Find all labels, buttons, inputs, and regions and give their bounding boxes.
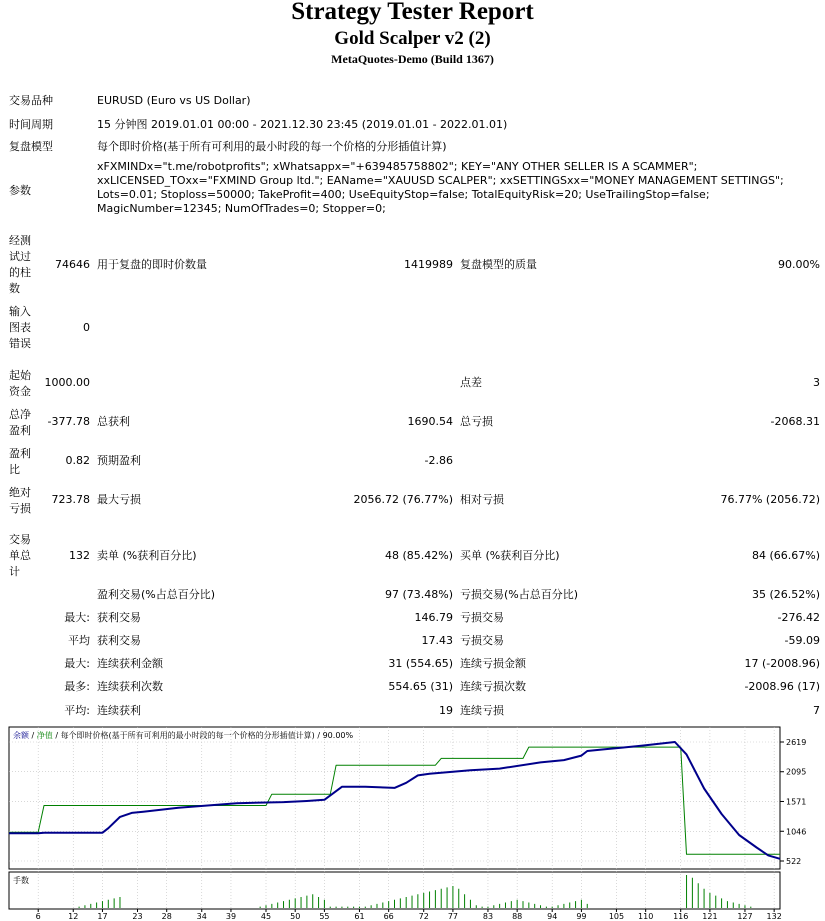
params-label: 参数 (9, 184, 31, 197)
deposit-value: 1000.00 (44, 376, 90, 389)
consecutive-wins-count-value: 554.65 (31) (388, 680, 453, 693)
gross-profit-value: 1690.54 (407, 415, 453, 428)
x-tick-label: 45 (260, 912, 272, 921)
spread-value: 3 (813, 376, 820, 389)
legend-separator: / (29, 731, 37, 740)
largest-profit-value: 146.79 (414, 611, 453, 624)
average-consecutive-losses-value: 7 (813, 704, 820, 717)
gross-loss-value: -2068.31 (770, 415, 820, 428)
params-value: xFXMINDx="t.me/robotprofits"; xWhatsappx="+639485758802"; KEY="ANY OTHER SELLER IS A SCAMMER"; xxLICENSED_TOxx="FXMIND Group ltd."; EAName="XAUUSD SCALPER"; xxSETTINGSxx="MONEY MANAGEMENT SETTINGS"; Lots=0.01; Stoploss=50000; TakeProfit=400; UseEquityStop=false; TotalEquityRisk=20; UseTrailingStop=false; MagicNumber=12345; NumOfTrades=0; Stopper=0; (97, 160, 784, 215)
profit-factor-value: 0.82 (65, 454, 90, 467)
legend-separator: / (52, 731, 61, 740)
average-loss-value: -59.09 (784, 634, 820, 647)
x-tick-label: 28 (161, 912, 172, 921)
x-tick-label: 34 (196, 912, 207, 921)
y-tick-label: 1571 (786, 797, 807, 807)
symbol-value: EURUSD (Euro vs US Dollar) (97, 94, 251, 107)
net-profit-value: -377.78 (47, 415, 90, 428)
relative-drawdown-value: 76.77% (2056.72) (720, 493, 820, 506)
profit-trades-value: 97 (73.48%) (384, 588, 453, 601)
long-positions-value: 84 (66.67%) (751, 549, 820, 562)
period-value: 15 分钟图 2019.01.01 00:00 - 2021.12.30 23:45 (2019.01.01 - 2022.01.01) (97, 118, 508, 131)
x-tick-label: 99 (576, 912, 587, 921)
y-tick-label: 2095 (786, 767, 807, 777)
x-tick-label: 66 (383, 912, 394, 921)
x-tick-label: 55 (319, 912, 330, 921)
average-profit-value: 17.43 (421, 634, 453, 647)
expected-payoff-value: -2.86 (424, 454, 453, 467)
x-tick-label: 94 (547, 912, 558, 921)
total-trades-label: 交易单总计 (9, 533, 31, 578)
y-tick-label: 1046 (786, 827, 807, 837)
symbol-label: 交易品种 (9, 94, 53, 107)
bars-value: 74646 (55, 258, 90, 271)
profit-factor-label: 盈利比 (9, 447, 31, 476)
bars-label: 经测试过的柱数 (9, 234, 31, 295)
lots-label: 手数 (13, 876, 29, 885)
consecutive-losses-amount-value: 17 (-2008.96) (744, 657, 820, 670)
consecutive-losses-count-value: -2008.96 (17) (744, 680, 820, 693)
x-axis (36, 909, 782, 921)
legend-separator: / (314, 731, 323, 740)
x-tick-label: 77 (447, 912, 459, 921)
gross-loss-label: 总亏损 (460, 415, 493, 428)
main-plot-frame (9, 727, 780, 869)
consecutive-wins-amount-label: 连续获利金额 (97, 657, 163, 670)
loss-trades-label: 亏损交易(%占总百分比) (460, 588, 579, 601)
largest-loss-value: -276.42 (777, 611, 820, 624)
report-title: Strategy Tester Report (291, 0, 534, 25)
expected-payoff-label: 预期盈利 (97, 454, 141, 467)
x-tick-label: 110 (638, 912, 654, 921)
y-axis (780, 738, 806, 866)
absolute-drawdown-value: 723.78 (51, 493, 90, 506)
chart-legend (13, 730, 353, 740)
x-tick-label: 121 (702, 912, 718, 921)
model-value: 每个即时价格(基于所有可利用的最小时段的每一个价格的分形插值计算) (97, 140, 447, 153)
x-tick-label: 50 (290, 912, 301, 921)
average-consecutive-wins-label: 连续获利 (97, 704, 141, 717)
x-tick-label: 127 (737, 912, 753, 921)
most-consecutive-prefix: 最多: (64, 680, 90, 693)
y-tick-label: 522 (786, 857, 802, 866)
consecutive-losses-amount-label: 连续亏损金额 (460, 657, 526, 670)
x-tick-label: 105 (608, 912, 625, 921)
loss-trades-value: 35 (26.52%) (751, 588, 820, 601)
x-tick-label: 61 (354, 912, 365, 921)
consecutive-wins-count-label: 连续获利次数 (97, 680, 163, 693)
legend-model: 每个即时价格(基于所有可利用的最小时段的每一个价格的分形插值计算) (60, 731, 315, 740)
x-tick-label: 39 (225, 912, 237, 921)
expert-name: Gold Scalper v2 (2) (334, 28, 491, 49)
average-consecutive-wins-value: 19 (439, 704, 453, 717)
short-positions-label: 卖单 (%获利百分比) (97, 549, 197, 562)
x-tick-label: 116 (673, 912, 689, 921)
max-consecutive-prefix: 最大: (64, 657, 90, 670)
relative-drawdown-label: 相对亏损 (460, 493, 504, 506)
legend-balance: 余额 (13, 731, 29, 740)
x-tick-label: 72 (418, 912, 429, 921)
average-consecutive-losses-label: 连续亏损 (460, 704, 504, 717)
x-tick-label: 23 (132, 912, 143, 921)
x-tick-label: 12 (68, 912, 79, 921)
gross-profit-label: 总获利 (97, 415, 130, 428)
total-trades-value: 132 (69, 549, 90, 562)
deposit-label: 起始资金 (9, 369, 31, 398)
x-tick-label: 132 (766, 912, 782, 921)
ticks-label: 用于复盘的即时价数量 (97, 258, 207, 271)
consecutive-wins-amount-value: 31 (554.65) (388, 657, 453, 670)
net-profit-label: 总净盈利 (9, 408, 31, 437)
server-build: MetaQuotes-Demo (Build 1367) (331, 52, 494, 66)
largest-loss-label: 亏损交易 (460, 611, 504, 624)
average-prefix: 平均 (68, 634, 90, 647)
x-tick-label: 17 (97, 912, 108, 921)
errors-label: 输入图表错误 (9, 305, 31, 350)
largest-prefix: 最大: (64, 611, 90, 624)
max-drawdown-label: 最大亏损 (97, 493, 141, 506)
profit-trades-label: 盈利交易(%占总百分比) (97, 588, 216, 601)
long-positions-label: 买单 (%获利百分比) (460, 549, 560, 562)
spread-label: 点差 (460, 376, 482, 389)
absolute-drawdown-label: 绝对亏损 (9, 486, 31, 515)
quality-value: 90.00% (778, 258, 820, 271)
x-tick-label: 6 (35, 912, 41, 921)
x-tick-label: 88 (512, 912, 523, 921)
ticks-value: 1419989 (404, 258, 453, 271)
x-tick-label: 83 (482, 912, 494, 921)
period-label: 时间周期 (9, 118, 53, 131)
errors-value: 0 (83, 321, 90, 334)
max-drawdown-value: 2056.72 (76.77%) (353, 493, 453, 506)
legend-quality: 90.00% (322, 731, 354, 740)
short-positions-value: 48 (85.42%) (384, 549, 453, 562)
legend-equity: 净值 (36, 731, 53, 740)
average-profit-label: 获利交易 (97, 634, 141, 647)
quality-label: 复盘模型的质量 (460, 258, 537, 271)
average-consecutive-prefix: 平均: (64, 704, 90, 717)
model-label: 复盘模型 (9, 140, 53, 153)
balance-equity-chart (0, 722, 825, 921)
average-loss-label: 亏损交易 (460, 634, 504, 647)
y-tick-label: 2619 (786, 738, 807, 747)
largest-profit-label: 获利交易 (97, 611, 141, 624)
consecutive-losses-count-label: 连续亏损次数 (460, 680, 526, 693)
